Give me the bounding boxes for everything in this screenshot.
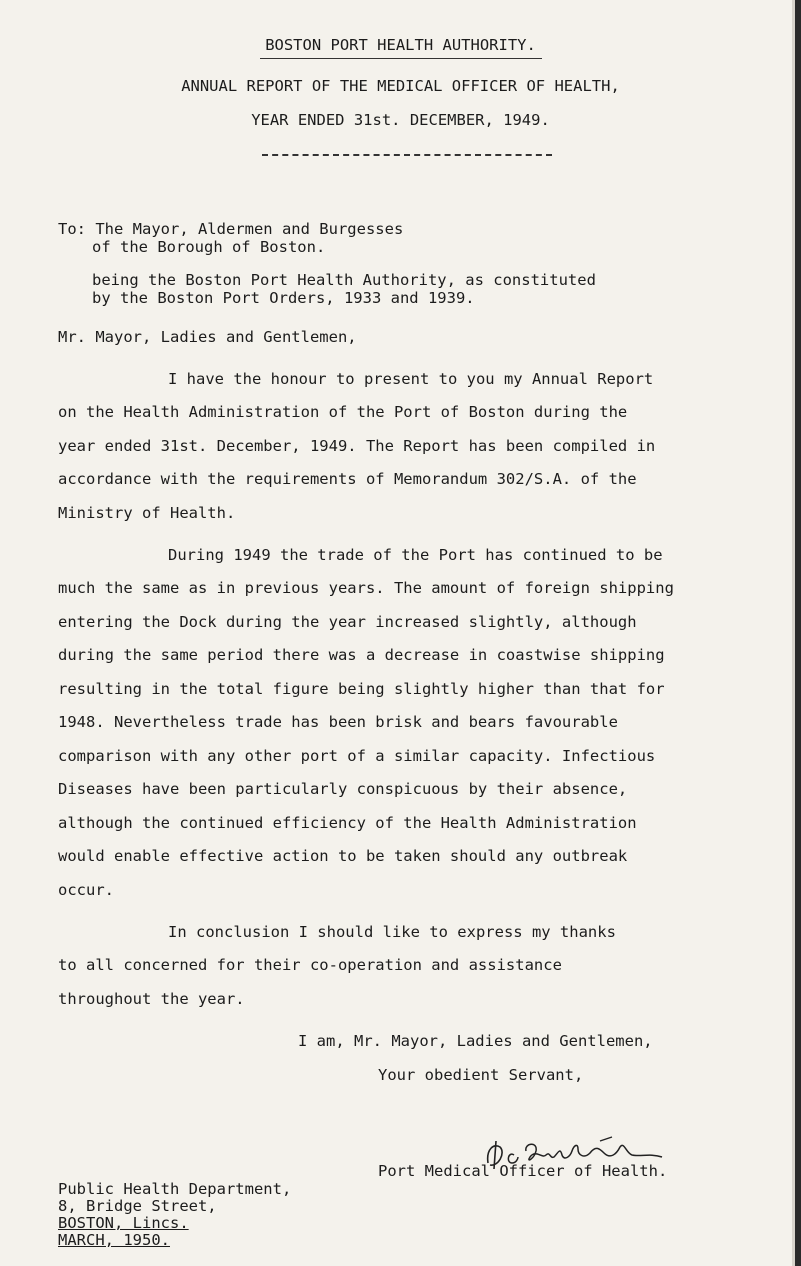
page-edge: [795, 0, 801, 1266]
para2-line: entering the Dock during the year increased slightly, although: [58, 613, 637, 631]
para1-line: on the Health Administration of the Port of Boston during the: [58, 403, 628, 421]
address-line-4: by the Boston Port Orders, 1933 and 1939.: [92, 289, 475, 307]
para3-line: to all concerned for their co-operation and assistance: [58, 956, 562, 974]
para2-line: Diseases have been particularly conspicuous by their absence,: [58, 780, 628, 798]
para2-line: much the same as in previous years. The amount of foreign shipping: [58, 579, 674, 597]
document-title: BOSTON PORT HEALTH AUTHORITY.: [265, 36, 536, 54]
para2-line: comparison with any other port of a similar capacity. Infectious: [58, 747, 656, 765]
closing-line-2: Your obedient Servant,: [378, 1066, 584, 1084]
report-subtitle: ANNUAL REPORT OF THE MEDICAL OFFICER OF HEALTH,: [181, 77, 620, 95]
para1-line: Ministry of Health.: [58, 504, 236, 522]
para3-line: In conclusion I should like to express my thanks: [168, 923, 616, 941]
dashed-separator: [262, 154, 552, 156]
para2-line: 1948. Nevertheless trade has been brisk and bears favourable: [58, 713, 618, 731]
para2-line: occur.: [58, 881, 114, 899]
para1-line: year ended 31st. December, 1949. The Report has been compiled in: [58, 437, 656, 455]
footer-department: Public Health Department,: [58, 1180, 292, 1198]
para1-line: accordance with the requirements of Memorandum 302/S.A. of the: [58, 470, 637, 488]
para2-line: would enable effective action to be taken should any outbreak: [58, 847, 628, 865]
signatory-role: Port Medical Officer of Health.: [378, 1162, 668, 1180]
footer-street: 8, Bridge Street,: [58, 1197, 217, 1215]
salutation: Mr. Mayor, Ladies and Gentlemen,: [58, 328, 357, 346]
address-line-1: To: The Mayor, Aldermen and Burgesses: [58, 220, 404, 238]
footer-town: BOSTON, Lincs.: [58, 1214, 189, 1232]
report-year: YEAR ENDED 31st. DECEMBER, 1949.: [251, 111, 550, 129]
para2-line: although the continued efficiency of the Health Administration: [58, 814, 637, 832]
para2-line: During 1949 the trade of the Port has continued to be: [168, 546, 663, 564]
para1-line: I have the honour to present to you my Annual Report: [168, 370, 654, 388]
para3-line: throughout the year.: [58, 990, 245, 1008]
para2-line: resulting in the total figure being slightly higher than that for: [58, 680, 665, 698]
title-underline: [260, 58, 542, 59]
address-line-2: of the Borough of Boston.: [92, 238, 326, 256]
address-line-3: being the Boston Port Health Authority, as constituted: [92, 271, 596, 289]
footer-date: MARCH, 1950.: [58, 1231, 170, 1249]
closing-line-1: I am, Mr. Mayor, Ladies and Gentlemen,: [298, 1032, 653, 1050]
para2-line: during the same period there was a decrease in coastwise shipping: [58, 646, 665, 664]
